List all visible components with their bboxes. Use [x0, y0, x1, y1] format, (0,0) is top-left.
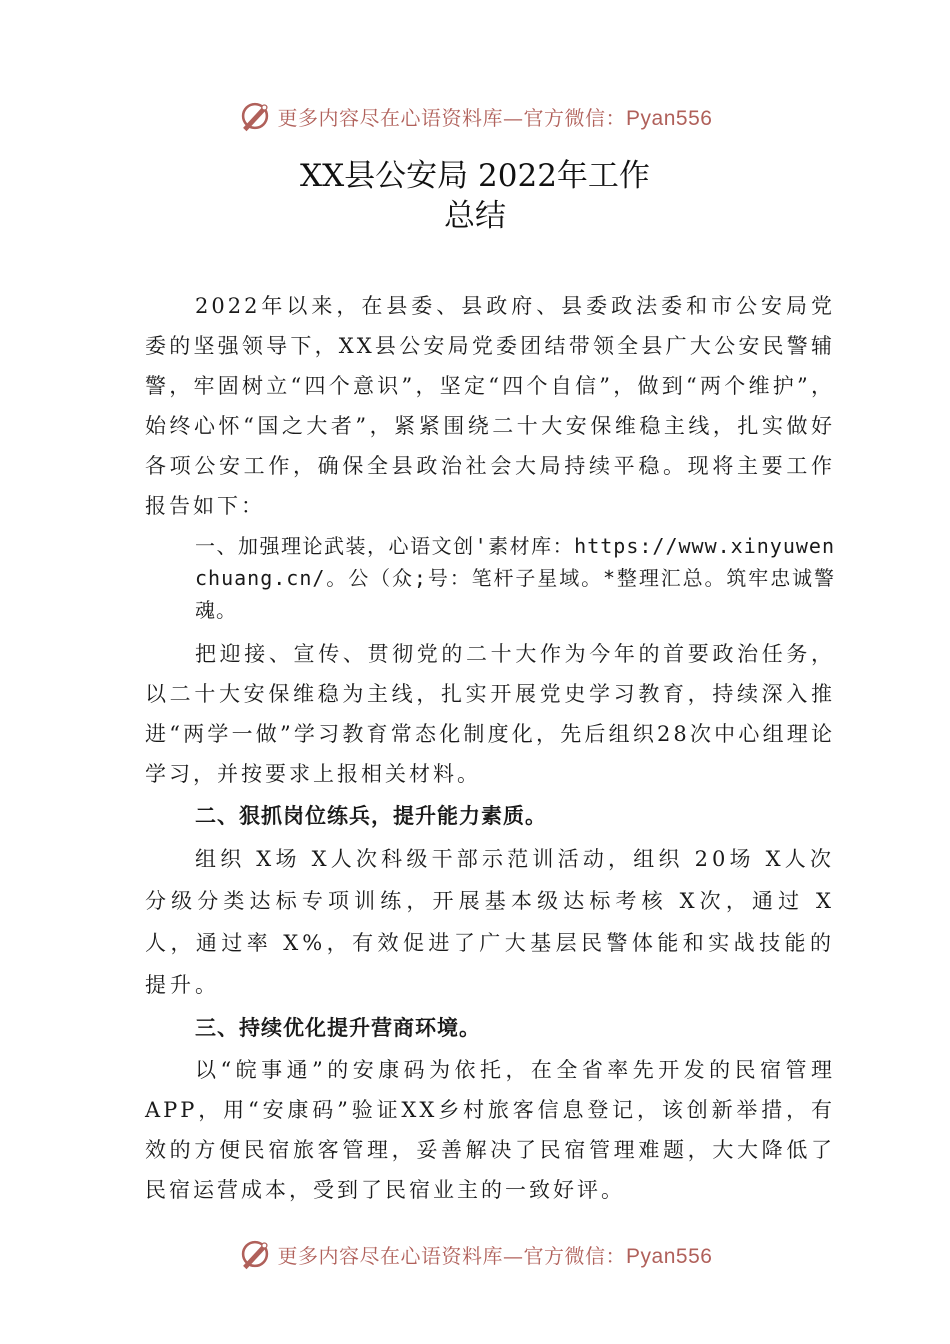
- section-3-heading: 三、持续优化提升营商环境。: [195, 1016, 481, 1040]
- watermark-banner-bottom: [0, 1234, 950, 1274]
- pen-logo-icon: [238, 1237, 272, 1271]
- document-body: [145, 286, 835, 1210]
- section-2-heading: 二、狠抓岗位练兵，提升能力素质。: [195, 804, 547, 828]
- section-3-body: 以“皖事通”的安康码为依托，在全省率先开发的民宿管理 APP，用“安康码”验证XX乡村旅客信息登记，该创新举措，有效的方便民宿旅客管理，妥善解决了民宿管理难题，大大降低了民宿运营成本，受到了民宿业主的一致好评。: [145, 1058, 835, 1202]
- title-line-2: 总结: [444, 198, 506, 234]
- section-1-heading: 一、加强理论武装，心语文创'素材库：https://www.xinyuwenchuang.cn/。公（众;号：笔杆子星域。*整理汇总。筑牢忠诚警魂。: [195, 534, 835, 622]
- pen-logo-icon: [238, 99, 272, 133]
- watermark-text: 更多内容尽在心语资料库—官方微信：Pyan556: [277, 1243, 713, 1268]
- watermark-banner-top: [0, 96, 950, 136]
- section-1-body: 把迎接、宣传、贯彻党的二十大作为今年的首要政治任务，以二十大安保维稳为主线，扎实开展党史学习教育，持续深入推进“两学一做”学习教育常态化制度化，先后组织28次中心组理论学习，并按要求上报相关材料。: [145, 642, 835, 786]
- intro-paragraph: 2022年以来，在县委、县政府、县委政法委和市公安局党委的坚强领导下，XX县公安局党委团结带领全县广大公安民警辅警，牢固树立“四个意识”，坚定“四个自信”，做到“两个维护”，始终心怀“国之大者”，紧紧围绕二十大安保维稳主线，扎实做好各项公安工作，确保全县政治社会大局持续平稳。现将主要工作报告如下：: [145, 294, 835, 518]
- watermark-text: 更多内容尽在心语资料库—官方微信：Pyan556: [277, 105, 713, 130]
- title-line-1: XX县公安局 2022年工作: [300, 158, 650, 194]
- section-2-body: 组织 X场 X人次科级干部示范训活动，组织 20场 X人次分级分类达标专项训练，开展基本级达标考核 X次，通过 X人，通过率 X%，有效促进了广大基层民警体能和实战技能的提升。: [145, 847, 835, 997]
- document-title: [0, 156, 950, 236]
